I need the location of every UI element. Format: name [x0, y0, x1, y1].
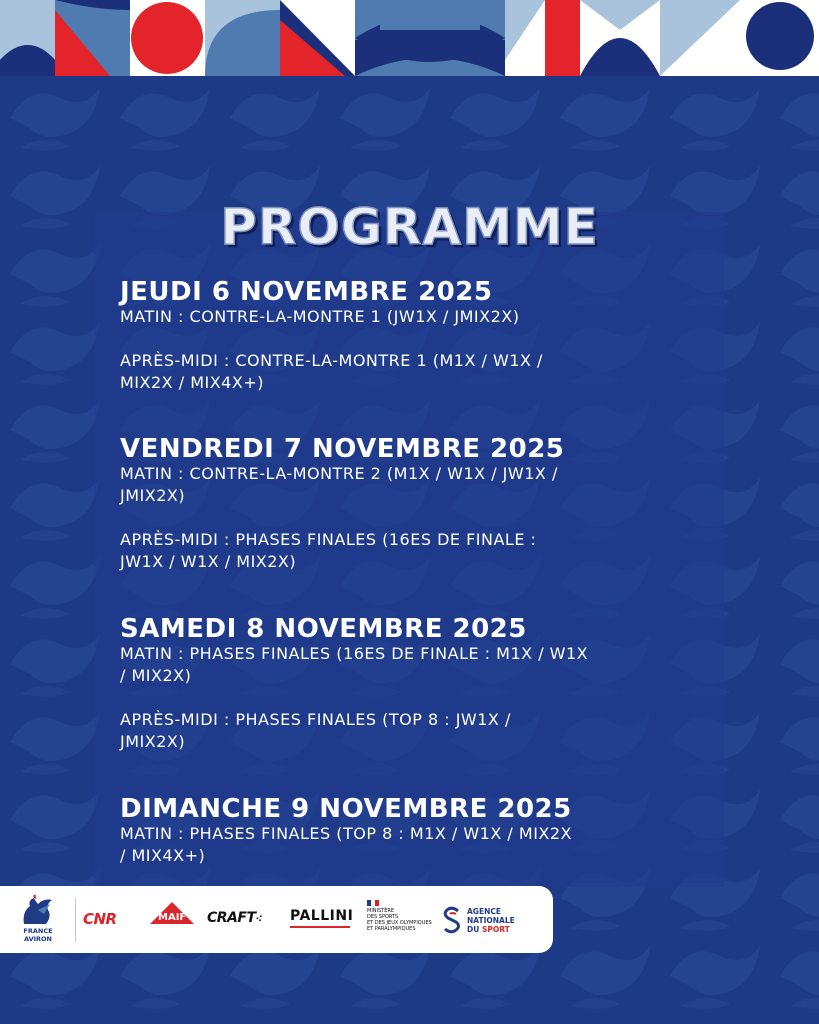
cnr-logo: CNR — [83, 910, 117, 928]
france-aviron-line-2: AVIRON — [23, 935, 52, 943]
craft-dots-icon: ⁖ — [255, 914, 262, 925]
morning-schedule-line-2: / MIX2X) — [120, 666, 192, 685]
pallini-logo: PALLINI — [290, 908, 354, 924]
day-friday — [120, 435, 720, 573]
afternoon-schedule-line-2: JW1X / W1X / MIX2X) — [120, 552, 297, 571]
ans-prefix: DU — [467, 925, 482, 934]
ans-line-2: NATIONALE — [467, 916, 515, 925]
morning-schedule-line-1: MATIN : PHASES FINALES (TOP 8 : M1X / W1X / MIX2X — [120, 824, 573, 843]
ans-line-3 — [467, 925, 542, 934]
logo-divider — [75, 898, 76, 942]
craft-logo — [207, 910, 262, 926]
ministere-logo — [367, 908, 439, 932]
ans-line-1: AGENCE — [467, 907, 501, 916]
day-title: DIMANCHE 9 NOVEMBRE 2025 — [120, 794, 572, 824]
ans-s-logo-icon — [442, 906, 462, 934]
page-title: PROGRAMME — [220, 198, 599, 256]
day-saturday — [120, 615, 720, 753]
morning-schedule-line-1: MATIN : CONTRE-LA-MONTRE 2 (M1X / W1X / JW1X / — [120, 464, 558, 483]
afternoon-schedule-line-2: JMIX2X) — [120, 732, 186, 751]
rooster-logo-icon — [18, 894, 58, 928]
craft-logo-text: CRAFT — [207, 910, 256, 926]
afternoon-schedule-line-1: APRÈS-MIDI : PHASES FINALES (TOP 8 : JW1X / — [120, 710, 511, 729]
day-title: JEUDI 6 NOVEMBRE 2025 — [120, 277, 493, 307]
afternoon-schedule-line-1: APRÈS-MIDI : PHASES FINALES (16ES DE FINALE : — [120, 530, 537, 549]
sponsor-bar — [0, 886, 553, 953]
afternoon-schedule-line-2: MIX2X / MIX4X+) — [120, 373, 264, 392]
morning-schedule-line-2: / MIX4X+) — [120, 846, 206, 865]
pallini-underline — [290, 926, 350, 928]
ans-sport: SPORT — [481, 925, 510, 934]
maif-logo: MAIF — [158, 912, 187, 923]
morning-schedule: MATIN : CONTRE-LA-MONTRE 1 (JW1X / JMIX2X) — [120, 307, 520, 326]
french-flag-icon — [367, 900, 379, 906]
ministere-line-1: MINISTÈRE — [367, 908, 395, 914]
day-title: VENDREDI 7 NOVEMBRE 2025 — [120, 434, 565, 464]
france-aviron-line-1: FRANCE — [23, 927, 53, 935]
morning-schedule-line-2: JMIX2X) — [120, 486, 186, 505]
geometric-banner — [0, 0, 819, 76]
day-title: SAMEDI 8 NOVEMBRE 2025 — [120, 614, 527, 644]
morning-schedule-line-1: MATIN : PHASES FINALES (16ES DE FINALE : M1X / W1X — [120, 644, 589, 663]
day-sunday — [120, 795, 720, 867]
afternoon-schedule-line-1: APRÈS-MIDI : CONTRE-LA-MONTRE 1 (M1X / W1X / — [120, 351, 543, 370]
day-thursday — [120, 278, 720, 394]
ministere-line-2: DES SPORTS — [367, 914, 399, 920]
ans-logo — [467, 907, 542, 934]
ministere-line-3: ET DES JEUX OLYMPIQUES — [367, 920, 432, 926]
france-aviron-label — [15, 927, 61, 943]
ministere-line-4: ET PARALYMPIQUES — [367, 926, 416, 932]
